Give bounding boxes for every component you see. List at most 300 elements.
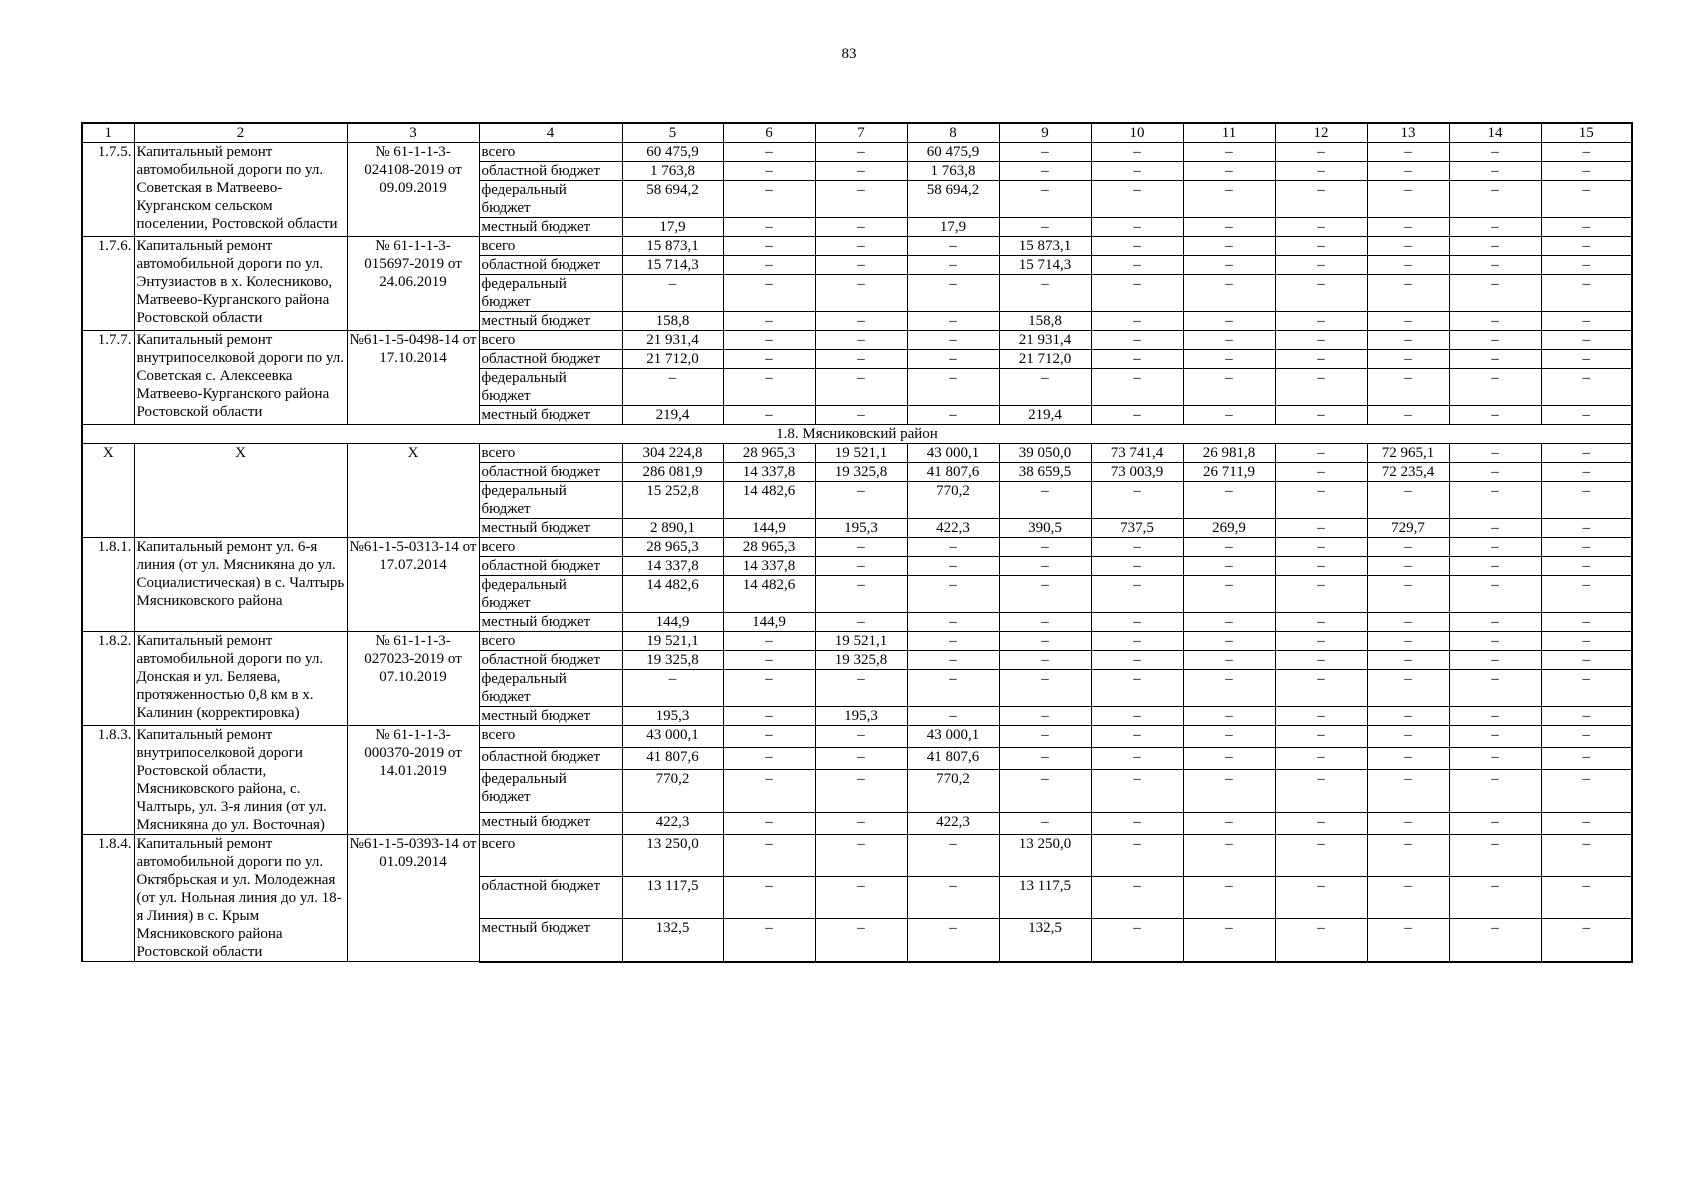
value-cell: – — [1275, 369, 1367, 406]
value-cell: – — [1449, 444, 1541, 463]
value-cell: – — [1367, 707, 1449, 726]
value-cell: – — [1541, 237, 1632, 256]
value-cell: – — [1367, 918, 1449, 961]
value-cell: – — [1091, 331, 1183, 350]
value-cell: – — [1541, 406, 1632, 425]
value-cell: – — [1449, 812, 1541, 834]
value-cell: – — [1541, 632, 1632, 651]
value-cell: – — [723, 835, 815, 877]
value-cell: – — [1275, 670, 1367, 707]
value-cell: 72 965,1 — [1367, 444, 1449, 463]
value-cell: – — [815, 876, 907, 918]
funding-source: местный бюджет — [479, 406, 622, 425]
value-cell: 58 694,2 — [907, 181, 999, 218]
value-cell: – — [999, 613, 1091, 632]
value-cell: – — [1367, 143, 1449, 162]
funding-source: всего — [479, 835, 622, 877]
value-cell: – — [1367, 256, 1449, 275]
value-cell: – — [815, 835, 907, 877]
value-cell: – — [1367, 369, 1449, 406]
value-cell: – — [1367, 632, 1449, 651]
value-cell: – — [723, 651, 815, 670]
value-cell: – — [1449, 331, 1541, 350]
object-name: Капитальный ремонт автомобильной дороги по ул. Октябрьская и ул. Молодежная (от ул. Нольная линия до ул. 18-я Линия) в с. Крым Мясниковского района Ростовской области — [134, 835, 347, 962]
value-cell: – — [1275, 576, 1367, 613]
value-cell: 72 235,4 — [1367, 463, 1449, 482]
funding-source: областной бюджет — [479, 557, 622, 576]
value-cell: – — [1449, 538, 1541, 557]
value-cell: – — [999, 218, 1091, 237]
value-cell: 422,3 — [907, 519, 999, 538]
value-cell: – — [1541, 312, 1632, 331]
value-cell: 19 521,1 — [622, 632, 723, 651]
value-cell: – — [907, 918, 999, 961]
column-number-15: 15 — [1541, 123, 1632, 143]
value-cell: 304 224,8 — [622, 444, 723, 463]
value-cell: – — [1449, 482, 1541, 519]
value-cell: – — [1275, 406, 1367, 425]
value-cell: – — [815, 918, 907, 961]
value-cell: 58 694,2 — [622, 181, 723, 218]
value-cell: – — [1541, 918, 1632, 961]
value-cell: – — [1367, 726, 1449, 748]
value-cell: – — [1183, 162, 1275, 181]
value-cell: 144,9 — [622, 613, 723, 632]
value-cell: – — [1091, 770, 1183, 813]
funding-source: областной бюджет — [479, 651, 622, 670]
funding-source: федеральный бюджет — [479, 181, 622, 218]
value-cell: 144,9 — [723, 519, 815, 538]
column-number-6: 6 — [723, 123, 815, 143]
value-cell: – — [1449, 557, 1541, 576]
value-cell: – — [1541, 538, 1632, 557]
expertise-document: № 61-1-1-3- 000370-2019 от 14.01.2019 — [347, 726, 479, 835]
funding-source: областной бюджет — [479, 162, 622, 181]
value-cell: – — [1183, 369, 1275, 406]
value-cell: 2 890,1 — [622, 519, 723, 538]
value-cell: 144,9 — [723, 613, 815, 632]
value-cell: – — [1091, 237, 1183, 256]
funding-source: областной бюджет — [479, 876, 622, 918]
value-cell: – — [1183, 350, 1275, 369]
funding-source: всего — [479, 726, 622, 748]
value-cell: – — [1541, 726, 1632, 748]
value-cell: – — [1275, 181, 1367, 218]
value-cell: – — [1091, 181, 1183, 218]
value-cell: 1 763,8 — [907, 162, 999, 181]
value-cell: – — [815, 748, 907, 770]
value-cell: – — [1091, 538, 1183, 557]
value-cell: – — [1449, 162, 1541, 181]
value-cell: – — [815, 275, 907, 312]
funding-source: всего — [479, 538, 622, 557]
value-cell: – — [1367, 651, 1449, 670]
value-cell: – — [1183, 651, 1275, 670]
table-row — [82, 331, 1632, 350]
value-cell: – — [723, 312, 815, 331]
value-cell: 15 873,1 — [622, 237, 723, 256]
value-cell: – — [907, 406, 999, 425]
value-cell: – — [999, 143, 1091, 162]
value-cell: 21 712,0 — [999, 350, 1091, 369]
value-cell: – — [815, 557, 907, 576]
value-cell: – — [999, 651, 1091, 670]
value-cell: – — [815, 406, 907, 425]
value-cell: 14 337,8 — [723, 557, 815, 576]
value-cell: – — [723, 350, 815, 369]
value-cell: – — [907, 670, 999, 707]
value-cell: 286 081,9 — [622, 463, 723, 482]
funding-source: федеральный бюджет — [479, 482, 622, 519]
column-number-11: 11 — [1183, 123, 1275, 143]
value-cell: 41 807,6 — [907, 463, 999, 482]
value-cell: – — [1367, 350, 1449, 369]
value-cell: – — [999, 632, 1091, 651]
value-cell: – — [1091, 613, 1183, 632]
value-cell: – — [1275, 331, 1367, 350]
value-cell: – — [1541, 275, 1632, 312]
funding-source: федеральный бюджет — [479, 770, 622, 813]
value-cell: – — [1449, 613, 1541, 632]
value-cell: – — [1183, 876, 1275, 918]
value-cell: 195,3 — [815, 707, 907, 726]
value-cell: – — [815, 726, 907, 748]
value-cell: 195,3 — [622, 707, 723, 726]
value-cell: 219,4 — [999, 406, 1091, 425]
value-cell: 770,2 — [907, 770, 999, 813]
value-cell: – — [999, 576, 1091, 613]
value-cell: – — [1183, 143, 1275, 162]
table-row — [82, 538, 1632, 557]
value-cell: – — [999, 670, 1091, 707]
value-cell: – — [1541, 812, 1632, 834]
value-cell: – — [1183, 312, 1275, 331]
value-cell: 21 712,0 — [622, 350, 723, 369]
value-cell: 132,5 — [999, 918, 1091, 961]
value-cell: 158,8 — [622, 312, 723, 331]
value-cell: – — [1449, 143, 1541, 162]
value-cell: – — [999, 726, 1091, 748]
value-cell: 19 521,1 — [815, 632, 907, 651]
value-cell: – — [1091, 835, 1183, 877]
value-cell: 15 252,8 — [622, 482, 723, 519]
value-cell: – — [1449, 670, 1541, 707]
value-cell: 13 117,5 — [622, 876, 723, 918]
value-cell: – — [1367, 181, 1449, 218]
value-cell: – — [999, 770, 1091, 813]
value-cell: – — [907, 632, 999, 651]
item-number: 1.7.5. — [82, 143, 134, 237]
value-cell: – — [999, 275, 1091, 312]
value-cell: – — [815, 331, 907, 350]
value-cell: – — [907, 256, 999, 275]
value-cell: – — [907, 557, 999, 576]
value-cell: 73 741,4 — [1091, 444, 1183, 463]
value-cell: – — [815, 369, 907, 406]
value-cell: – — [1275, 519, 1367, 538]
value-cell: 14 482,6 — [622, 576, 723, 613]
value-cell: – — [1541, 670, 1632, 707]
value-cell: – — [1275, 162, 1367, 181]
value-cell: – — [1541, 218, 1632, 237]
value-cell: 13 250,0 — [999, 835, 1091, 877]
item-number: 1.8.1. — [82, 538, 134, 632]
value-cell: 60 475,9 — [622, 143, 723, 162]
value-cell: – — [1541, 181, 1632, 218]
value-cell: – — [1091, 726, 1183, 748]
item-number: 1.8.4. — [82, 835, 134, 962]
value-cell: – — [1091, 350, 1183, 369]
value-cell: – — [1183, 218, 1275, 237]
object-name: Капитальный ремонт внутрипоселковой дороги по ул. Советская с. Алексеевка Матвеево-Курганского района Ростовской области — [134, 331, 347, 425]
value-cell: – — [1275, 218, 1367, 237]
column-number-header-row — [82, 123, 1632, 143]
value-cell: – — [907, 576, 999, 613]
value-cell: 13 117,5 — [999, 876, 1091, 918]
object-name: Капитальный ремонт автомобильной дороги по ул. Советская в Матвеево-Курганском сельском поселении, Ростовской области — [134, 143, 347, 237]
value-cell: – — [1091, 632, 1183, 651]
value-cell: – — [1367, 538, 1449, 557]
value-cell: – — [815, 218, 907, 237]
value-cell: – — [1275, 918, 1367, 961]
value-cell: – — [1449, 707, 1541, 726]
value-cell: – — [1541, 876, 1632, 918]
value-cell: – — [907, 369, 999, 406]
value-cell: 158,8 — [999, 312, 1091, 331]
value-cell: – — [999, 181, 1091, 218]
value-cell: – — [907, 312, 999, 331]
value-cell: 41 807,6 — [622, 748, 723, 770]
value-cell: – — [907, 835, 999, 877]
value-cell: 26 981,8 — [1183, 444, 1275, 463]
object-name: Капитальный ремонт автомобильной дороги по ул. Донская и ул. Беляева, протяженностью 0,8 км в х. Калинин (корректировка) — [134, 632, 347, 726]
item-number: 1.8.2. — [82, 632, 134, 726]
value-cell: – — [1183, 256, 1275, 275]
value-cell: – — [1183, 331, 1275, 350]
value-cell: – — [723, 748, 815, 770]
value-cell: – — [1275, 812, 1367, 834]
value-cell: – — [723, 143, 815, 162]
value-cell: – — [907, 331, 999, 350]
value-cell: 770,2 — [622, 770, 723, 813]
item-number: 1.8.3. — [82, 726, 134, 835]
value-cell: – — [1091, 143, 1183, 162]
value-cell: – — [1091, 812, 1183, 834]
value-cell: – — [907, 651, 999, 670]
value-cell: 269,9 — [1183, 519, 1275, 538]
value-cell: – — [723, 256, 815, 275]
value-cell: – — [723, 181, 815, 218]
column-number-10: 10 — [1091, 123, 1183, 143]
value-cell: 219,4 — [622, 406, 723, 425]
table-row — [82, 143, 1632, 162]
value-cell: – — [1275, 444, 1367, 463]
object-name: Капитальный ремонт внутрипоселковой дороги Ростовской области, Мясниковского района, с. Чалтырь, ул. 3-я линия (от ул. Мясникяна до ул. Восточная) — [134, 726, 347, 835]
value-cell: – — [1183, 275, 1275, 312]
value-cell: – — [1183, 237, 1275, 256]
value-cell: 14 337,8 — [622, 557, 723, 576]
value-cell: – — [1367, 876, 1449, 918]
value-cell: – — [1183, 406, 1275, 425]
value-cell: – — [1183, 812, 1275, 834]
object-name: Х — [134, 444, 347, 538]
value-cell: 38 659,5 — [999, 463, 1091, 482]
item-number: 1.7.7. — [82, 331, 134, 425]
value-cell: – — [999, 538, 1091, 557]
value-cell: – — [1541, 613, 1632, 632]
table-row — [82, 237, 1632, 256]
value-cell: – — [815, 312, 907, 331]
value-cell: – — [1367, 331, 1449, 350]
expertise-document: № 61-1-1-3- 027023-2019 от 07.10.2019 — [347, 632, 479, 726]
value-cell: – — [723, 918, 815, 961]
value-cell: – — [999, 369, 1091, 406]
value-cell: – — [1183, 918, 1275, 961]
value-cell: – — [1091, 275, 1183, 312]
value-cell: 14 482,6 — [723, 576, 815, 613]
value-cell: – — [1449, 369, 1541, 406]
funding-source: местный бюджет — [479, 218, 622, 237]
column-number-8: 8 — [907, 123, 999, 143]
value-cell: – — [1367, 162, 1449, 181]
value-cell: – — [907, 237, 999, 256]
expertise-document: №61-1-5-0313-14 от 17.07.2014 — [347, 538, 479, 632]
table-row — [82, 444, 1632, 463]
value-cell: – — [1541, 519, 1632, 538]
column-number-13: 13 — [1367, 123, 1449, 143]
value-cell: – — [1091, 748, 1183, 770]
value-cell: – — [907, 613, 999, 632]
value-cell: – — [1275, 538, 1367, 557]
value-cell: – — [1091, 670, 1183, 707]
value-cell: – — [723, 237, 815, 256]
value-cell: 729,7 — [1367, 519, 1449, 538]
funding-source: областной бюджет — [479, 256, 622, 275]
value-cell: – — [1275, 275, 1367, 312]
value-cell: 19 325,8 — [815, 463, 907, 482]
value-cell: 60 475,9 — [907, 143, 999, 162]
value-cell: – — [815, 256, 907, 275]
value-cell: – — [1275, 557, 1367, 576]
value-cell: – — [999, 812, 1091, 834]
value-cell: – — [1449, 312, 1541, 331]
funding-source: всего — [479, 331, 622, 350]
value-cell: – — [723, 632, 815, 651]
funding-source: местный бюджет — [479, 613, 622, 632]
column-number-1: 1 — [82, 123, 134, 143]
value-cell: – — [1367, 237, 1449, 256]
value-cell: – — [815, 670, 907, 707]
value-cell: – — [1183, 670, 1275, 707]
object-name: Капитальный ремонт автомобильной дороги по ул. Энтузиастов в х. Колесниково, Матвеево-Курганского района Ростовской области — [134, 237, 347, 331]
column-number-5: 5 — [622, 123, 723, 143]
value-cell: – — [1091, 876, 1183, 918]
value-cell: 41 807,6 — [907, 748, 999, 770]
funding-source: местный бюджет — [479, 918, 622, 961]
value-cell: – — [907, 876, 999, 918]
value-cell: 19 325,8 — [622, 651, 723, 670]
value-cell: – — [1091, 406, 1183, 425]
value-cell: – — [723, 369, 815, 406]
value-cell: – — [1275, 350, 1367, 369]
value-cell: – — [815, 143, 907, 162]
value-cell: – — [1091, 918, 1183, 961]
value-cell: – — [815, 538, 907, 557]
value-cell: – — [1183, 538, 1275, 557]
value-cell: – — [1449, 748, 1541, 770]
value-cell: 26 711,9 — [1183, 463, 1275, 482]
value-cell: – — [815, 812, 907, 834]
value-cell: – — [1541, 463, 1632, 482]
value-cell: – — [1367, 835, 1449, 877]
value-cell: – — [1275, 707, 1367, 726]
value-cell: – — [1367, 670, 1449, 707]
column-number-9: 9 — [999, 123, 1091, 143]
value-cell: – — [723, 331, 815, 350]
value-cell: – — [1091, 576, 1183, 613]
value-cell: 422,3 — [907, 812, 999, 834]
value-cell: – — [1275, 876, 1367, 918]
value-cell: – — [1449, 181, 1541, 218]
value-cell: 43 000,1 — [622, 726, 723, 748]
value-cell: – — [1275, 463, 1367, 482]
value-cell: – — [1367, 748, 1449, 770]
funding-source: местный бюджет — [479, 707, 622, 726]
value-cell: – — [1275, 651, 1367, 670]
value-cell: – — [723, 876, 815, 918]
value-cell: – — [622, 670, 723, 707]
value-cell: – — [1449, 237, 1541, 256]
column-number-7: 7 — [815, 123, 907, 143]
value-cell: – — [723, 726, 815, 748]
value-cell: – — [723, 162, 815, 181]
table-row — [82, 835, 1632, 877]
value-cell: – — [815, 576, 907, 613]
value-cell: – — [1275, 237, 1367, 256]
expertise-document: №61-1-5-0498-14 от 17.10.2014 — [347, 331, 479, 425]
value-cell: 73 003,9 — [1091, 463, 1183, 482]
expertise-document: № 61-1-1-3- 015697-2019 от 24.06.2019 — [347, 237, 479, 331]
funding-source: местный бюджет — [479, 519, 622, 538]
value-cell: – — [1449, 350, 1541, 369]
funding-source: всего — [479, 143, 622, 162]
value-cell: – — [999, 748, 1091, 770]
value-cell: – — [1449, 770, 1541, 813]
page-number: 83 — [841, 46, 857, 62]
item-number: 1.7.6. — [82, 237, 134, 331]
value-cell: – — [907, 275, 999, 312]
value-cell: – — [815, 162, 907, 181]
value-cell: – — [1367, 576, 1449, 613]
funding-source: федеральный бюджет — [479, 576, 622, 613]
table-row — [82, 726, 1632, 748]
value-cell: – — [1183, 557, 1275, 576]
table-row — [82, 632, 1632, 651]
value-cell: – — [1367, 812, 1449, 834]
value-cell: – — [1183, 181, 1275, 218]
funding-source: всего — [479, 444, 622, 463]
object-name: Капитальный ремонт ул. 6-я линия (от ул. Мясникяна до ул. Социалистическая) в с. Чалтырь Мясниковского района — [134, 538, 347, 632]
value-cell: – — [1541, 162, 1632, 181]
value-cell: – — [999, 482, 1091, 519]
value-cell: – — [723, 275, 815, 312]
value-cell: – — [1449, 218, 1541, 237]
value-cell: – — [1449, 918, 1541, 961]
funding-source: федеральный бюджет — [479, 670, 622, 707]
value-cell: 21 931,4 — [999, 331, 1091, 350]
value-cell: 28 965,3 — [723, 538, 815, 557]
value-cell: – — [1183, 632, 1275, 651]
